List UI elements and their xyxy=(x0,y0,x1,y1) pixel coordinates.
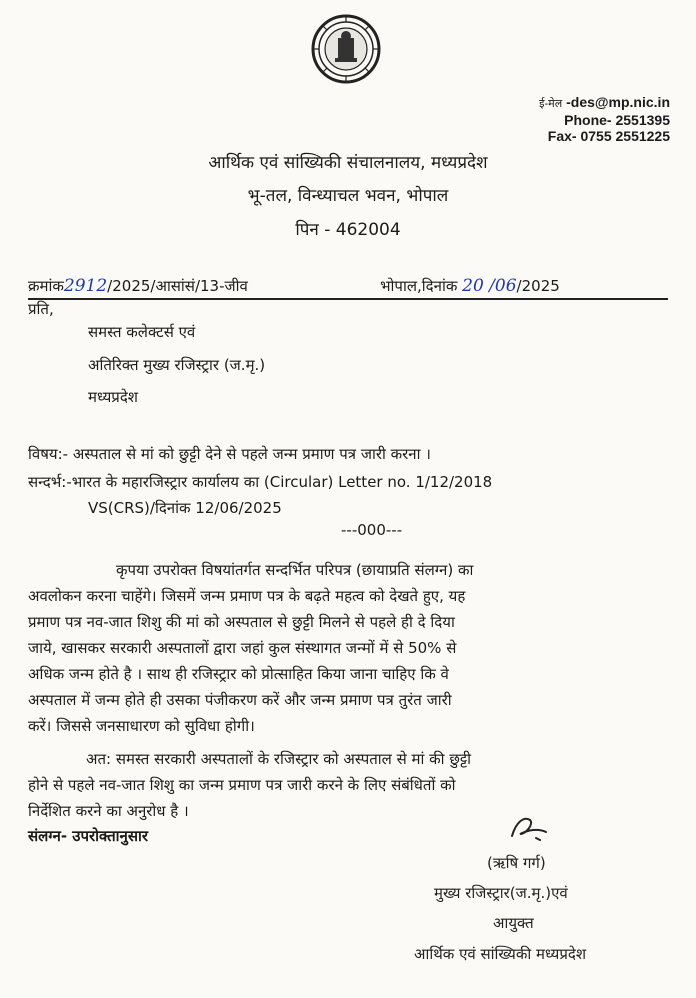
addressee-line-2: अतिरिक्त मुख्य रजिस्ट्रार (ज.मृ.) xyxy=(88,356,266,374)
kramank-label: क्रमांक xyxy=(28,277,64,295)
contact-block xyxy=(539,94,670,144)
email-address: -des@mp.nic.in xyxy=(566,94,670,110)
p1-line: प्रमाण पत्र नव-जात शिशु की मां को अस्पताल से छुट्टी मिलने से पहले ही दे दिया xyxy=(28,613,455,631)
kramank-rest: /2025/आसांसं/13-जीव xyxy=(107,277,248,295)
office-address: भू-तल, विन्ध्याचल भवन, भोपाल xyxy=(247,186,449,206)
office-name: आर्थिक एवं सांख्यिकी संचालनालय, मध्यप्रदेश xyxy=(208,153,488,173)
p1-line: अधिक जन्म होते है । साथ ही रजिस्ट्रार को प्रोत्साहित किया जाना चाहिए कि वे xyxy=(28,665,449,683)
reference-circular-date: VS(CRS)/दिनांक 12/06/2025 xyxy=(88,499,282,517)
p1-line: अस्पताल में जन्म होते ही उसका पंजीकरण करें और जन्म प्रमाण पत्र तुरंत जारी xyxy=(28,691,452,709)
prati-label: प्रति, xyxy=(28,300,54,318)
addressee-line-3: मध्यप्रदेश xyxy=(88,388,139,406)
p2-line: होने से पहले नव-जात शिशु का जन्म प्रमाण पत्र जारी करने के लिए संबंधितों को xyxy=(28,776,456,794)
email-label: ई-मेल xyxy=(539,98,563,110)
p1-line: करें। जिससे जनसाधारण को सुविधा होगी। xyxy=(28,717,255,735)
fax-number: Fax- 0755 2551225 xyxy=(547,128,670,144)
enclosure-note: संलग्न- उपरोक्तानुसार xyxy=(28,827,149,845)
reference-circular: सन्दर्भ:-भारत के महारजिस्ट्रार कार्यालय का (Circular) Letter no. 1/12/2018 xyxy=(28,473,493,491)
body-paragraph-2 xyxy=(28,746,668,824)
p2-line: निर्देशित करने का अनुरोध है । xyxy=(28,802,189,820)
addressee-line-1: समस्त कलेक्टर्स एवं xyxy=(88,323,196,341)
separator: ---000--- xyxy=(341,521,403,539)
kramank-handwritten: 2912 xyxy=(63,276,108,296)
mp-government-emblem-icon xyxy=(311,14,381,84)
p1-line: कृपया उपरोक्त विषयांतर्गत सन्दर्भित परिपत्र (छायाप्रति संलग्न) का xyxy=(116,561,474,579)
date-handwritten: 20 /06 xyxy=(462,276,517,296)
signatory-designation-1: मुख्य रजिस्ट्रार(ज.मृ.)एवं xyxy=(434,884,568,902)
reference-number xyxy=(28,276,248,296)
signatory-designation-3: आर्थिक एवं सांख्यिकी मध्यप्रदेश xyxy=(414,945,587,963)
p1-line: जाये, खासकर सरकारी अस्पतालों द्वारा जहां कुल संस्थागत जन्मों में से 50% से xyxy=(28,639,457,657)
signatory-name: (ऋषि गर्ग) xyxy=(487,854,546,872)
signatory-designation-2: आयुक्त xyxy=(493,914,534,932)
reference-divider xyxy=(28,298,668,300)
subject-line: विषय:- अस्पताल से मां को छुट्टी देने से पहले जन्म प्रमाण पत्र जारी करना । xyxy=(28,445,431,463)
phone-number: Phone- 2551395 xyxy=(564,112,670,128)
date-year: /2025 xyxy=(516,277,560,295)
place-date-label: भोपाल,दिनांक xyxy=(380,277,458,295)
place-date xyxy=(380,276,560,296)
handwritten-signature-icon xyxy=(506,812,552,846)
p2-line: अत: समस्त सरकारी अस्पतालों के रजिस्ट्रार को अस्पताल से मां की छुट्टी xyxy=(86,750,472,768)
p1-line: अवलोकन करना चाहेंगे। जिसमें जन्म प्रमाण पत्र के बढ़ते महत्व को देखते हुए, यह xyxy=(28,587,466,605)
office-pin: पिन - 462004 xyxy=(295,220,401,240)
body-paragraph-1 xyxy=(28,557,668,739)
